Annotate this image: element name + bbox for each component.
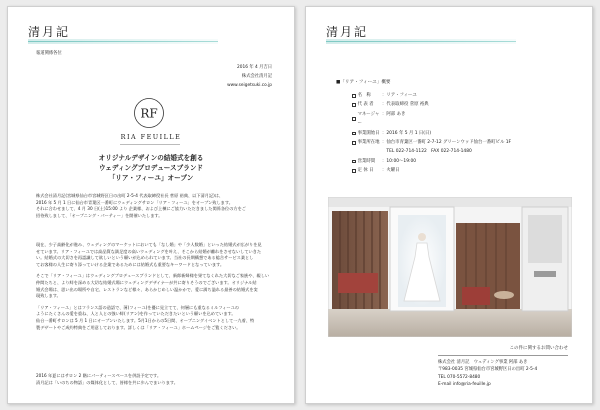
text-line: 婚式会場は、思い出の場所や自宅、レストランなど様々、あらかじめしい温かかで、愛に満ち溢れる最善の結婚式を実 — [36, 286, 258, 292]
overview-label — [352, 129, 382, 138]
company-logo: 清月記 — [326, 25, 369, 39]
overview-label — [352, 110, 382, 129]
overview-row — [352, 157, 511, 166]
contact-block — [438, 345, 568, 389]
overview-row — [352, 138, 511, 147]
overview-value: TEL 022-714-1122 FAX 022-714-1480 — [382, 149, 472, 155]
overview-label-text: 名 称 — [357, 93, 371, 98]
overview-value: ：阿部 あき — [382, 111, 406, 117]
checkbox-square-icon — [352, 132, 356, 136]
overview-value: ：仙台市青葉区一番町 2-7-12 グリーンウッド仙台一番町ビル 1F — [382, 140, 512, 146]
overview-list — [352, 91, 511, 176]
date-block — [227, 63, 272, 90]
brand-name: RIA FEUILLE — [120, 133, 182, 141]
checkbox-square-icon — [352, 141, 356, 145]
text-line: そこで「リア・フィーユ」はウェディングプロデュースブランドとして、新郎新婦様を果てなくれた大切なご家族や、親しい — [36, 273, 270, 279]
text-line: それに合わせまして、4 月 30 日(土)15:00 より 企業様、および上棟にご協力いただきました関係各位の方をご — [36, 206, 246, 212]
paragraph — [36, 305, 276, 331]
overview-label-text: 定 休 日 — [357, 168, 374, 174]
text-line: ようにたくさんの愛を重ね、人と人との強い絆(リアン)を作っていただきたいという願いを込めています。 — [36, 311, 236, 317]
headline-line: オリジナルデザインの結婚式を創る — [98, 154, 204, 162]
overview-label-text: 事業開始日 — [357, 130, 380, 136]
overview-row — [352, 129, 511, 138]
company-name: 株式会社清月記 — [241, 74, 272, 79]
paragraph — [36, 273, 276, 299]
headline-line: ウェディングプロデュースブランド — [98, 164, 204, 172]
overview-label — [352, 147, 382, 156]
overview-label — [352, 157, 382, 166]
footer-note — [36, 373, 276, 391]
detail-paragraphs — [36, 242, 276, 336]
text-line: 「リア・フィーユ」とはフランス語の造語で、薄(フィーユ)を優に見立てて、何層にも重なるミルフィーユの — [36, 304, 239, 310]
overview-row — [352, 100, 511, 109]
text-line: 仙台一番町サロンは 5 月 1 日にオープンいたします。5月1日からの5日間、オープニングイベントとして一九着、特 — [36, 317, 255, 323]
company-website: www.seigetsuki.co.jp — [227, 83, 272, 88]
overview-row — [352, 91, 511, 100]
overview-label — [352, 138, 382, 147]
emblem-letters: RF — [140, 106, 158, 121]
text-line: 招待致しまして、「オープニング・パーティー」を開催いたします。 — [36, 212, 163, 218]
overview-value: ：10:00～19:00 — [382, 158, 417, 164]
overview-value: ：リア・フィーユ — [382, 93, 417, 98]
overview-row — [352, 110, 511, 129]
overview-label — [352, 91, 382, 100]
text-line: 2016 年 5 月 1 日に仙台市青葉区一番町にウェディングサロン「リア・フィーユ」をオープン致します。 — [36, 199, 233, 205]
contact-title: この件に関するお問い合わせ — [509, 346, 568, 351]
release-date: 2016 年 4 月吉日 — [237, 65, 272, 70]
overview-row — [352, 166, 511, 175]
text-line: い。結婚式の大切さを再認識して欲しいという願いが込められています。当社の長期構想である総合サービス業とし — [36, 255, 254, 261]
overview-label-text: マネージャー — [357, 111, 380, 127]
overview-label-text: 代 表 者 — [357, 102, 374, 108]
text-line: 2016 年夏にはサロン 2 階にパーティースペースを併設予定です。 — [36, 373, 162, 378]
brand-rule — [120, 144, 180, 145]
checkbox-square-icon — [352, 169, 356, 173]
contact-line: 株式会社 清月記 ウェディング事業 阿部 あき — [438, 359, 528, 365]
checkbox-square-icon — [352, 160, 356, 164]
overview-value: ：代表取締役 菅原 裕典 — [382, 102, 429, 108]
lead-paragraph — [36, 193, 276, 224]
contact-phone: TEL 070-5572-8480 — [438, 374, 481, 380]
paragraph — [36, 242, 276, 268]
press-release-page-2 — [305, 6, 593, 404]
overview-label — [352, 100, 382, 109]
brand-emblem-icon — [133, 97, 165, 129]
header-rule — [28, 41, 218, 42]
addressee: 報道関係各位 — [36, 51, 62, 56]
contact-rule — [438, 355, 568, 356]
header-rule — [326, 41, 516, 42]
headline — [8, 153, 294, 183]
overview-title: ■「リア・フィーユ」概要 — [336, 80, 391, 85]
overview-label — [352, 166, 382, 175]
checkbox-square-icon — [352, 94, 356, 98]
text-line: せています。リア・フィーユでは高品質な満足度の高いウェディングを叶え、そこから結婚が離れをさせないしていきた — [36, 248, 262, 254]
company-logo: 清月記 — [28, 25, 71, 39]
press-release-page-1 — [7, 6, 295, 404]
overview-value: ：火曜日 — [382, 168, 400, 174]
text-line: 清月記は「いのちの物語」の媒体化として、皆様を共に歩んでまいります。 — [36, 379, 178, 385]
checkbox-square-icon — [352, 117, 356, 121]
text-line: 現在、少子高齢化が進み、ウェディングのマーケットにおいても「なし婚」や「少人数婚」といった結婚式が広がりを見 — [36, 242, 262, 247]
overview-label-text: 営業時間 — [357, 158, 376, 164]
salon-storefront-photo — [328, 197, 572, 337]
overview-row — [352, 147, 511, 156]
overview-label-text: 事業所在地 — [357, 140, 380, 146]
contact-email[interactable]: E-mail info@ria-feuille.jp — [438, 382, 491, 388]
text-line: てお客様の人生に寄り添っていける企業であるためには結婚式も重要なキーワードとなっています。 — [36, 261, 225, 267]
overview-value: ：2016 年 5 月 1 日(日) — [382, 130, 432, 136]
text-line: 仲間たちと、より絆を深める大切な結婚式場にウェディングデザイナーが共に寄りそうのでございます。オリジナル結 — [36, 279, 257, 285]
text-line: 製デザートやご成約特典をご用意しております。詳しくは「リア・フィーユ」ホームページをご覧ください。 — [36, 324, 241, 330]
text-line: 株式会社清月記(宮城県仙台市宮城野区日の出町 2-5-4 代表取締役社長 菅原 裕典、以下清月記)は、 — [36, 193, 224, 198]
checkbox-square-icon — [352, 103, 356, 107]
text-line: 現致します。 — [36, 293, 61, 299]
contact-address: 〒983-0035 宮城県仙台市宮城野区日の出町 2-5-4 — [438, 367, 538, 373]
headline-line: 「リア・フィーユ」オープン — [108, 174, 194, 182]
